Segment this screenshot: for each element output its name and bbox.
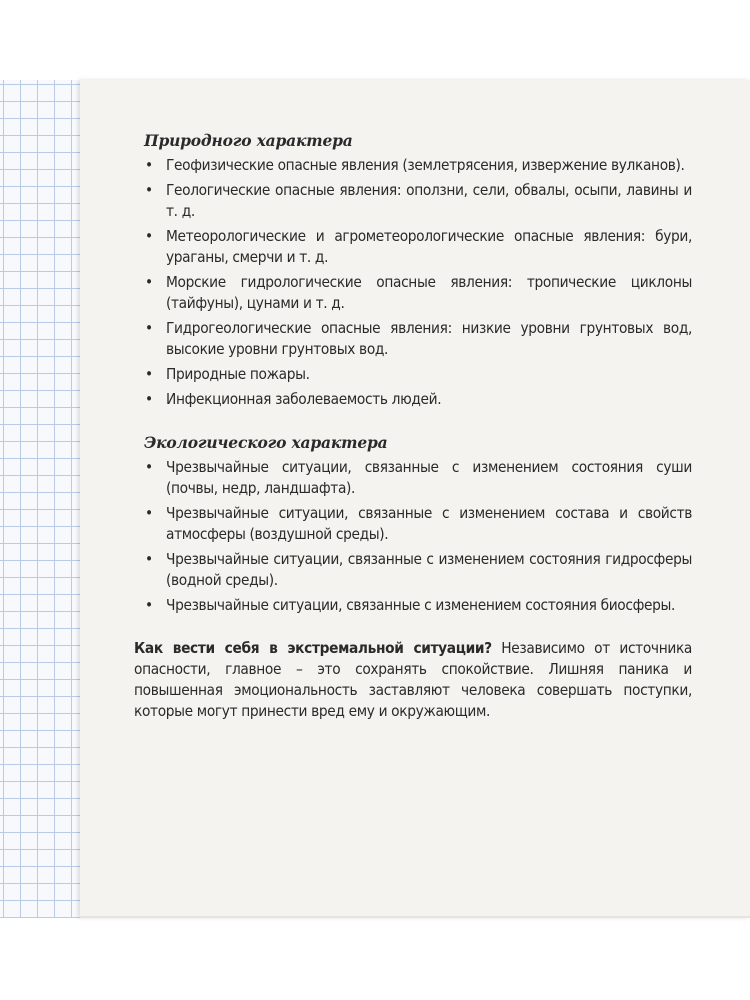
list-item: • Метеорологические и агрометеорологические опасные явления: бури, ураганы, смерчи и т. д.: [134, 226, 692, 268]
book-page: [80, 80, 750, 918]
list-item: • Чрезвычайные ситуации, связанные с изменением состава и свойств атмосферы (воздушной среды).: [134, 503, 692, 545]
natural-list: [134, 155, 692, 410]
list-item: • Морские гидрологические опасные явления: тропические циклоны (тайфуны), цунами и т. д.: [134, 272, 692, 314]
list-item: • Чрезвычайные ситуации, связанные с изменением состояния гидросферы (водной среды).: [134, 549, 692, 591]
list-item: • Природные пожары.: [134, 364, 692, 385]
list-item: • Чрезвычайные ситуации, связанные с изменением состояния суши (почвы, недр, ландшафта).: [134, 457, 692, 499]
final-paragraph: [134, 638, 692, 722]
ecological-list: [134, 457, 692, 616]
final-question: Как вести себя в экстремальной ситуации?: [134, 639, 492, 657]
list-item: • Геофизические опасные явления (землетрясения, извержение вулканов).: [134, 155, 692, 176]
page-edge: [80, 916, 750, 918]
natural-heading: Природного характера: [144, 131, 353, 150]
list-item: • Гидрогеологические опасные явления: низкие уровни грунтовых вод, высокие уровни грунтовых вод.: [134, 318, 692, 360]
natural-section: [134, 130, 692, 410]
page-content: [134, 130, 692, 737]
list-item: • Геологические опасные явления: оползни, сели, обвалы, осыпи, лавины и т. д.: [134, 180, 692, 222]
ecological-heading: Экологического характера: [144, 433, 388, 452]
list-item: • Инфекционная заболеваемость людей.: [134, 389, 692, 410]
list-item: • Чрезвычайные ситуации, связанные с изменением состояния биосферы.: [134, 595, 692, 616]
final-text: Независимо от источника опасности, главное – это сохранять спокойствие. Лишняя паника и повышенная эмоциональность заставляют человека совершать поступки, которые могут принести вред ему и окружающим.: [134, 639, 692, 720]
grid-paper-background: [0, 80, 92, 918]
ecological-section: [134, 432, 692, 616]
